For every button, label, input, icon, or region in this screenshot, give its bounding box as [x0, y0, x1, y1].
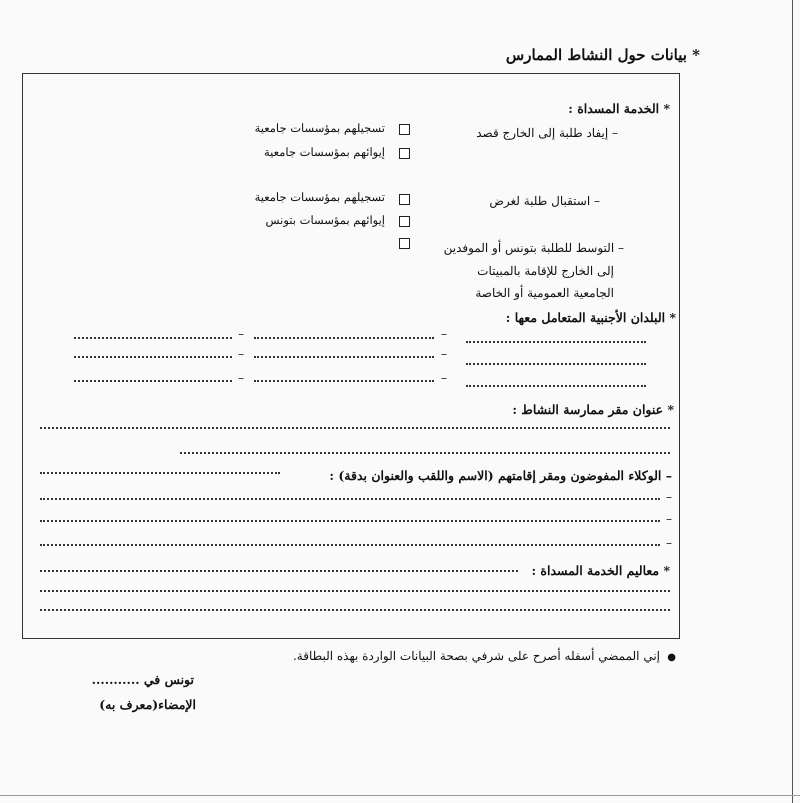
countries-line [254, 350, 434, 358]
checkbox-send-housing[interactable] [399, 148, 410, 159]
agents-line [40, 492, 660, 500]
dash: – [238, 371, 244, 385]
place-date: تونس في ........... [91, 672, 194, 687]
agents-line [40, 466, 280, 474]
option-receive-housing: إيوائهم بمؤسسات بتونس [265, 213, 385, 227]
countries-line [74, 374, 232, 382]
address-line [180, 446, 670, 454]
fees-heading: * معاليم الخدمة المسداة : [531, 563, 670, 578]
dash: – [238, 347, 244, 361]
dash: – [666, 490, 672, 504]
declaration-text: إني الممضي أسفله أصرح على شرفي بصحة البيانات الواردة بهذه البطاقة. [292, 649, 660, 663]
fees-line [40, 603, 670, 611]
option-send-register: تسجيلهم بمؤسسات جامعية [254, 121, 385, 135]
dash: – [666, 536, 672, 550]
address-line [40, 421, 670, 429]
countries-heading: * البلدان الأجنبية المتعامل معها : [505, 310, 676, 325]
bullet-icon: ● [667, 652, 676, 663]
dash: – [441, 371, 447, 385]
countries-line [74, 350, 232, 358]
dash: – [238, 327, 244, 341]
option-receive-register: تسجيلهم بمؤسسات جامعية [254, 190, 385, 204]
countries-line [254, 374, 434, 382]
countries-line [466, 335, 646, 343]
countries-line [254, 331, 434, 339]
signature-label: الإمضاء(معرف به) [99, 697, 196, 712]
countries-line [74, 331, 232, 339]
checkbox-receive-housing[interactable] [399, 216, 410, 227]
dash: – [441, 327, 447, 341]
service-heading: * الخدمة المسداة : [568, 101, 670, 116]
countries-line [466, 357, 646, 365]
fees-line [40, 584, 670, 592]
dash: – [441, 347, 447, 361]
dash: – [666, 512, 672, 526]
service-item-receive-students: – استقبال طلبة لغرض [489, 194, 600, 208]
service-item-mediation-line3: الجامعية العمومية أو الخاصة [475, 286, 614, 300]
agents-line [40, 514, 660, 522]
address-heading: * عنوان مقر ممارسة النشاط : [512, 402, 674, 417]
fees-line [40, 564, 518, 572]
bottom-edge-line [0, 795, 800, 796]
option-send-housing: إيوائهم بمؤسسات جامعية [264, 145, 385, 159]
agents-line [40, 538, 660, 546]
agents-heading: – الوكلاء المفوضون ومقر إقامتهم (الاسم واللقب والعنوان بدقة) : [329, 468, 672, 483]
service-item-mediation-line1: – التوسط للطلبة بتونس أو الموفدين [443, 241, 624, 255]
checkbox-send-register[interactable] [399, 124, 410, 135]
service-item-send-students: – إيفاد طلبة إلى الخارج قصد [476, 126, 618, 140]
section-title: * بيانات حول النشاط الممارس [505, 46, 700, 64]
countries-line [466, 379, 646, 387]
service-item-mediation-line2: إلى الخارج للإقامة بالمبيتات [477, 264, 614, 278]
page-edge-line [792, 0, 793, 803]
checkbox-receive-register[interactable] [399, 194, 410, 205]
checkbox-mediation[interactable] [399, 238, 410, 249]
